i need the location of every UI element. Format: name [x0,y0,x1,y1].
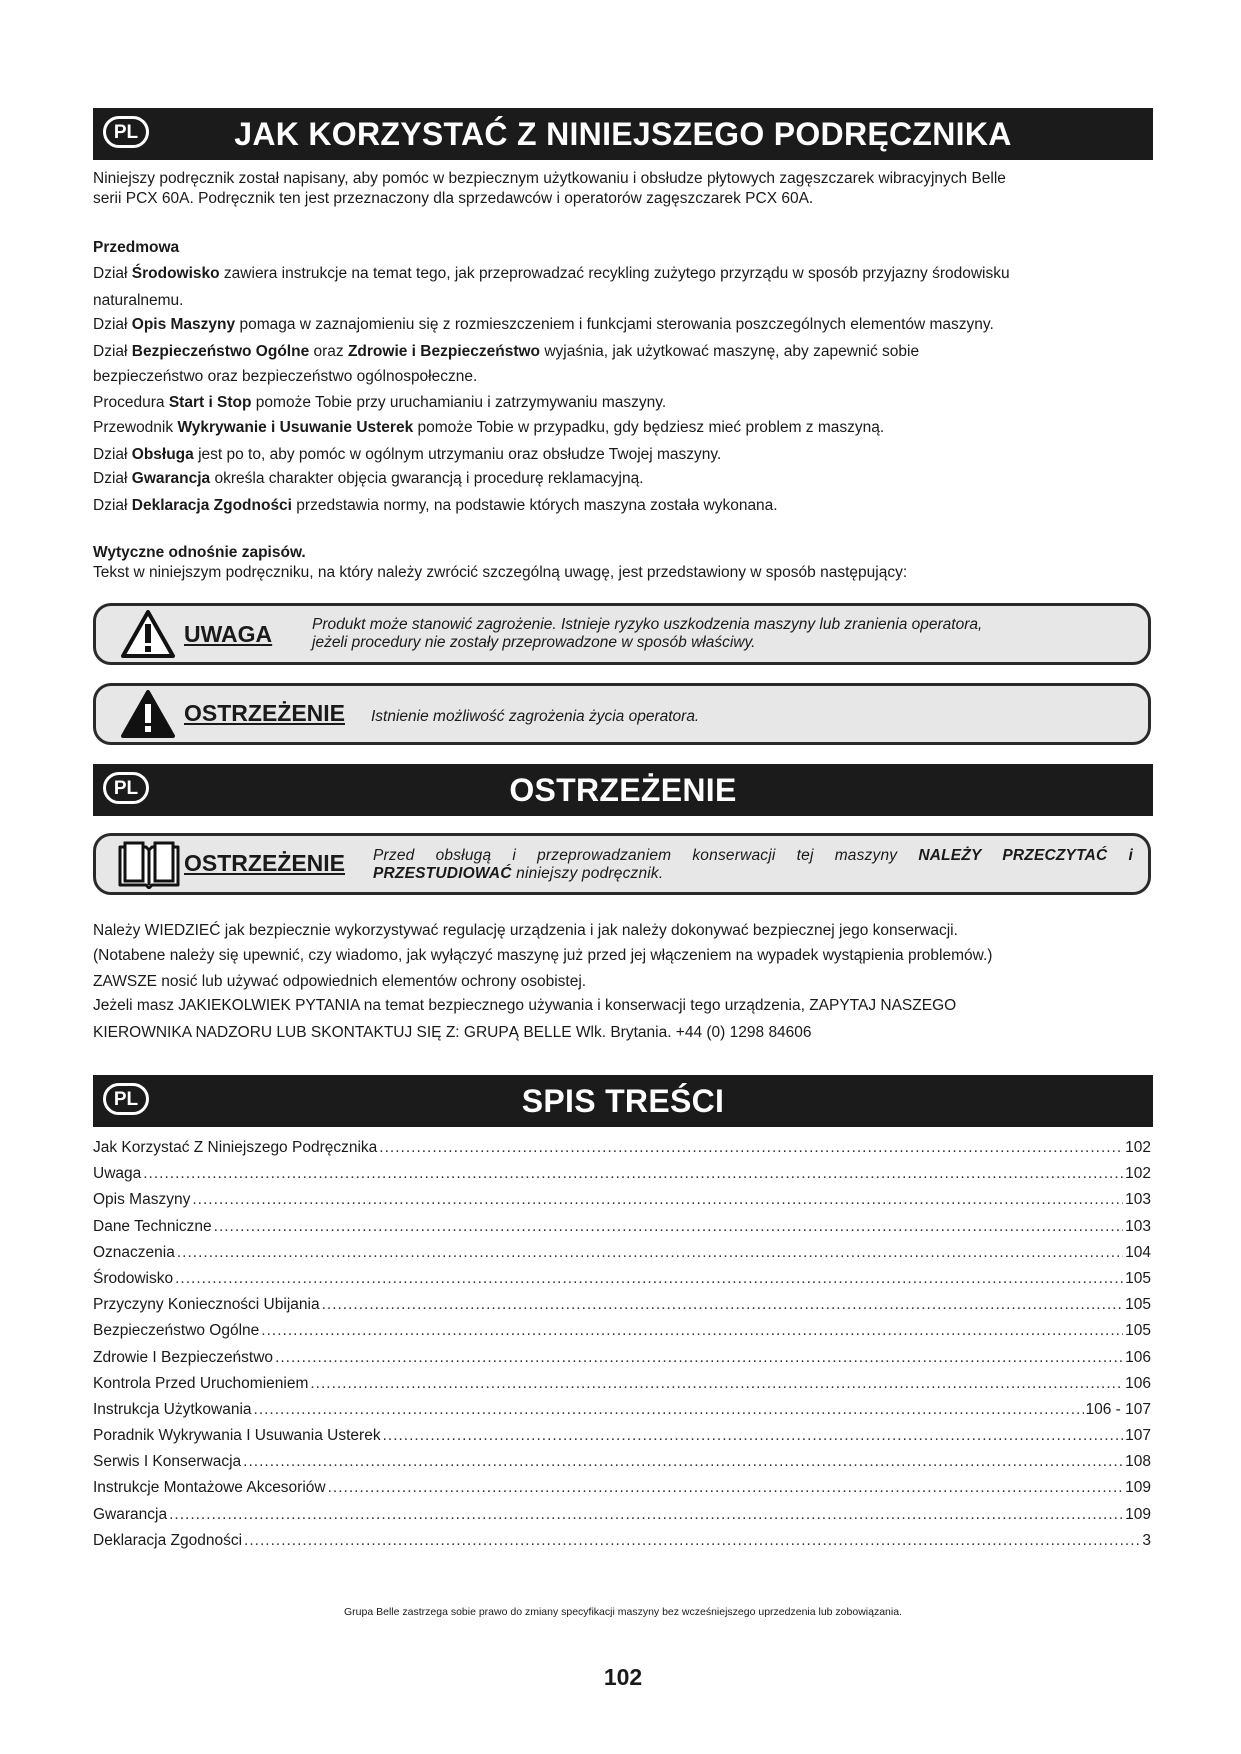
pl-language-badge: PL [103,1083,149,1115]
danger-label: OSTRZEŻENIE [184,700,346,726]
toc-leader-dots [261,1322,1123,1340]
toc-leader-dots [143,1165,1123,1183]
toc-entry-page: 106 [1125,1348,1151,1366]
intro-line: Niniejszy podręcznik został napisany, aby pomóc w bezpiecznym użytkowaniu i obsłudze płytowych zagęszczarek wibracyjnych Belle [93,170,1006,187]
preface-item [93,418,1153,438]
guidelines-heading: Wytyczne odnośnie zapisów. [93,544,306,561]
preface-item-cont: naturalnemu. [93,292,184,309]
toc-entry-title: Gwarancja [93,1505,168,1523]
toc-entry [93,1479,1151,1505]
toc-entry-title: Kontrola Przed Uruchomieniem [93,1374,309,1392]
toc-entry-page: 109 [1125,1505,1151,1523]
toc-entry-title: Środowisko [93,1269,174,1287]
toc-entry-page: 3 [1142,1531,1151,1549]
section-banner-toc [93,1075,1153,1127]
text: Dział [93,497,132,514]
manual-label: OSTRZEŻENIE [184,850,346,876]
text: Dział [93,446,132,463]
toc-entry-page: 102 [1125,1139,1151,1156]
toc-entry [93,1218,1151,1244]
warning-line: KIEROWNIKA NADZORU LUB SKONTAKTUJ SIĘ Z: GRUPĄ BELLE Wlk. Brytania. +44 (0) 1298 84606 [93,1024,812,1041]
toc-entry [93,1506,1151,1532]
toc-entry [93,1532,1151,1558]
toc-entry-page: 103 [1125,1217,1151,1235]
toc-entry-title: Bezpieczeństwo Ogólne [93,1322,260,1340]
intro-paragraph [93,169,1153,209]
manual-message [373,847,1133,883]
text: Dział [93,343,132,360]
text: Przewodnik [93,419,178,436]
toc-leader-dots [254,1401,1084,1419]
toc-entry [93,1191,1151,1217]
section-banner-how-to [93,108,1153,160]
preface-item [93,496,1153,516]
table-of-contents [93,1139,1151,1558]
section-title: OSTRZEŻENIE [509,772,737,808]
toc-leader-dots [243,1453,1123,1471]
text: jest po to, aby pomóc w ogólnym utrzymaniu oraz obsłudze Twojej maszyny. [193,446,722,463]
toc-entry-title: Oznaczenia [93,1243,175,1261]
preface-heading: Przedmowa [93,239,180,256]
danger-message: Istnienie możliwość zagrożenia życia operatora. [371,708,700,725]
section-ref: Obsługa [131,446,194,463]
message-line [373,865,1133,883]
preface-item [93,264,1153,284]
section-banner-warning [93,764,1153,816]
open-book-icon [116,841,182,889]
section-ref: Gwarancja [131,470,211,487]
text: przedstawia normy, na podstawie których maszyna została wykonana. [292,497,778,514]
toc-entry-page: 106 - 107 [1085,1400,1151,1418]
guidelines-text: Tekst w niniejszym podręczniku, na który należy zwrócić szczególną uwagę, jest przedstawiony w sposób następujący: [93,564,908,581]
section-ref: Środowisko [131,265,220,282]
toc-entry-page: 104 [1125,1243,1151,1261]
toc-entry-page: 105 [1125,1296,1151,1314]
toc-entry-page: 102 [1125,1165,1151,1183]
toc-entry-title: Jak Korzystać Z Niniejszego Podręcznika [93,1139,378,1156]
text: określa charakter objęcia gwarancją i procedurę reklamacyjną. [210,470,644,487]
caution-notice [93,603,1151,665]
footer-note: Grupa Belle zastrzega sobie prawo do zmiany specyfikacji maszyny bez wcześniejszego uprzedzenia lub zobowiązania. [344,1606,902,1618]
text: oraz [309,343,348,360]
message-line: jeżeli procedury nie zostały przeprowadzone w sposób właściwy. [312,634,756,651]
caution-message [312,616,982,652]
section-ref: Opis Maszyny [131,316,236,333]
warning-line: ZAWSZE nosić lub używać odpowiednich elementów ochrony osobistej. [93,973,587,990]
toc-entry [93,1375,1151,1401]
text: niniejszy podręcznik. [511,865,664,882]
pl-language-badge: PL [103,116,149,148]
toc-entry-page: 107 [1125,1427,1151,1445]
toc-leader-dots [322,1296,1124,1314]
toc-entry [93,1322,1151,1348]
toc-entry [93,1427,1151,1453]
toc-entry [93,1270,1151,1296]
toc-leader-dots [177,1244,1123,1262]
warning-line: Jeżeli masz JAKIEKOLWIEK PYTANIA na temat bezpiecznego używania i konserwacji tego urządzenia, ZAPYTAJ NASZEGO [93,997,957,1014]
toc-leader-dots [310,1375,1123,1393]
danger-triangle-icon [120,689,176,739]
toc-entry [93,1165,1151,1191]
toc-leader-dots [383,1427,1124,1445]
toc-entry-title: Poradnik Wykrywania I Usuwania Usterek [93,1427,381,1445]
section-ref: Zdrowie i Bezpieczeństwo [347,343,541,360]
toc-entry-title: Instrukcje Montażowe Akcesoriów [93,1479,326,1497]
preface-item [93,469,1153,489]
toc-entry-page: 106 [1125,1374,1151,1392]
section-title: JAK KORZYSTAĆ Z NINIEJSZEGO PODRĘCZNIKA [234,116,1012,152]
message-line: Produkt może stanowić zagrożenie. Istnieje ryzyko uszkodzenia maszyny lub zranienia operatora, [312,616,983,633]
toc-leader-dots [328,1479,1124,1497]
toc-entry-title: Serwis I Konserwacja [93,1453,242,1471]
message-line [373,847,1133,865]
preface-item [93,445,1153,465]
preface-item [93,342,1153,362]
intro-line: serii PCX 60A. Podręcznik ten jest przeznaczony dla sprzedawców i operatorów zagęszczarek PCX 60A. [93,190,814,207]
toc-entry [93,1296,1151,1322]
section-ref: Wykrywanie i Usuwanie Usterek [177,419,414,436]
toc-entry-title: Zdrowie I Bezpieczeństwo [93,1348,274,1366]
text: Dział [93,265,132,282]
toc-entry-page: 109 [1125,1479,1151,1497]
page-number: 102 [603,1664,643,1690]
toc-entry [93,1139,1151,1165]
text: pomoże Tobie w przypadku, gdy będziesz mieć problem z maszyną. [413,419,885,436]
toc-entry [93,1244,1151,1270]
text: wyjaśnia, jak użytkować maszynę, aby zapewnić sobie [540,343,920,360]
section-ref: Deklaracja Zgodności [131,497,292,514]
toc-leader-dots [244,1532,1140,1550]
text: pomoże Tobie przy uruchamianiu i zatrzymywaniu maszyny. [251,394,667,411]
text: Procedura [93,394,169,411]
toc-leader-dots [214,1218,1123,1236]
toc-entry-page: 105 [1125,1322,1151,1340]
toc-entry-title: Instrukcja Użytkowania [93,1400,252,1418]
toc-entry [93,1401,1151,1427]
toc-entry-title: Dane Techniczne [93,1217,212,1235]
toc-leader-dots [192,1191,1123,1209]
caution-label: UWAGA [184,621,273,647]
text: pomaga w zaznajomieniu się z rozmieszczeniem i funkcjami sterowania poszczególnych elementów maszyny. [235,316,994,333]
warning-line: (Notabene należy się upewnić, czy wiadomo, jak wyłączyć maszynę już przed jej włączeniem na wypadek wystąpienia problemów.) [93,947,993,964]
section-ref: Bezpieczeństwo Ogólne [131,343,310,360]
toc-entry-title: Przyczyny Konieczności Ubijania [93,1296,320,1314]
preface-item [93,315,1153,335]
emphasis: PRZESTUDIOWAĆ [373,865,512,882]
toc-entry-title: Opis Maszyny [93,1191,191,1209]
toc-entry-page: 108 [1125,1453,1151,1471]
preface-item-cont: bezpieczeństwo oraz bezpieczeństwo ogólnospołeczne. [93,368,478,385]
toc-entry [93,1349,1151,1375]
toc-leader-dots [169,1506,1123,1524]
read-manual-notice [93,833,1151,895]
toc-entry-title: Deklaracja Zgodności [93,1531,243,1549]
danger-notice [93,683,1151,745]
toc-entry-page: 105 [1125,1269,1151,1287]
toc-leader-dots [175,1270,1123,1288]
text: Dział [93,470,132,487]
text: Przed obsługą i przeprowadzaniem konserwacji tej maszyny [373,847,919,864]
toc-leader-dots [275,1349,1123,1367]
emphasis: NALEŻY PRZECZYTAĆ i [918,847,1133,864]
warning-line: Należy WIEDZIEĆ jak bezpiecznie wykorzystywać regulację urządzenia i jak należy dokonywać bezpiecznej jego konserwacji. [93,922,958,939]
warning-triangle-icon [120,609,176,659]
section-ref: Start i Stop [168,394,252,411]
toc-entry-title: Uwaga [93,1165,142,1183]
pl-language-badge: PL [103,772,149,804]
preface-item [93,393,1153,413]
section-title: SPIS TREŚCI [521,1083,725,1119]
toc-entry [93,1453,1151,1479]
toc-entry-page: 103 [1125,1191,1151,1209]
text: zawiera instrukcje na temat tego, jak przeprowadzać recykling zużytego przyrządu w sposób przyjazny środowisku [219,265,1010,282]
toc-leader-dots [379,1139,1123,1157]
text: Dział [93,316,132,333]
